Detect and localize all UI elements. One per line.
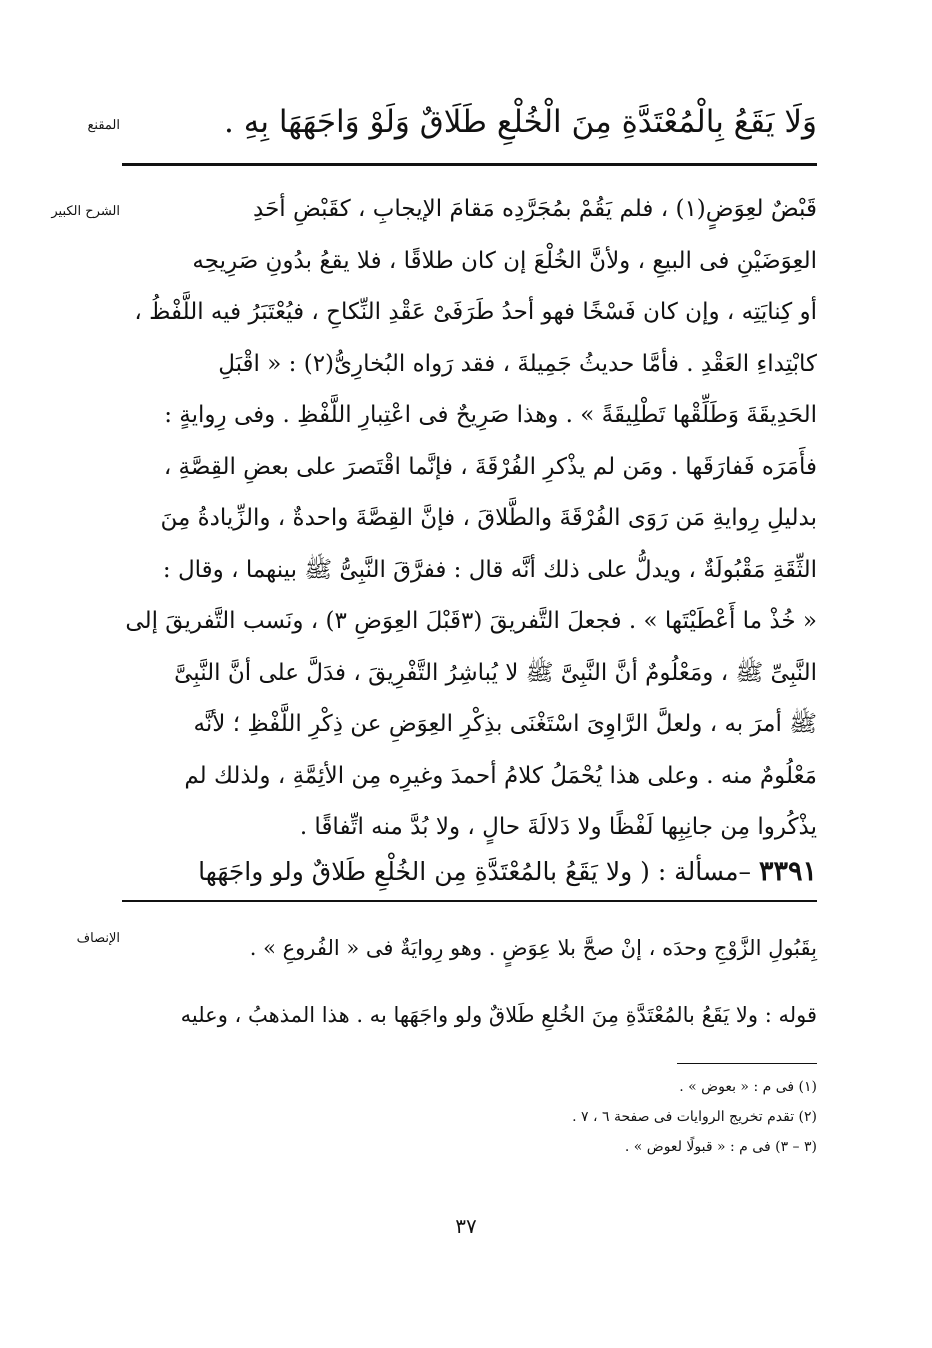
sharh-line: العِوَضَيْنِ فى البيعِ ، ولأنَّ الخُلْعَ إن كان طلاقًا ، فلا يقعُ بدُونِ صَرِيحِه: [192, 248, 817, 274]
footnote-1: (١) فى م : « بعوض » .: [679, 1079, 817, 1095]
footnote-2: (٢) تقدم تخريج الروايات فى صفحة ٦ ، ٧ .: [572, 1109, 817, 1125]
sharh-line: « خُذْ ما أَعْطَيْتَها » . فجعلَ التَّفريقَ (٣قَبْلَ العِوَضِ ٣) ، ونَسب التَّفريقَ إلى: [125, 608, 817, 634]
muqni-text: وَلَا يَقَعُ بِالْمُعْتَدَّةِ مِنَ الْخُلْعِ طَلَاقٌ وَلَوْ وَاجَهَهَا بِهِ .: [224, 104, 817, 140]
label-insaf: الإنصاف: [76, 931, 120, 946]
label-muqni: المقنع: [87, 118, 120, 133]
sharh-line: ﷺ أمرَ به ، ولعلَّ الرَّاوِىَ اسْتَغْنَى بذِكْرِ العِوَضِ عن ذِكْرِ اللَّفْظِ ؛ لأنَّه: [193, 711, 817, 737]
masala-text: –مسألة : ( ولا يَقَعُ بالمُعْتَدَّةِ مِن الخُلْعِ طَلاقٌ ولو واجَهَها: [198, 857, 752, 886]
sharh-line: بدليلِ رِوايةِ مَن رَوَى الفُرْقَةَ والطَّلاقَ ، فإنَّ القِصَّةَ واحدةٌ ، والزِّيادةُ مِنَ: [160, 505, 817, 531]
insaf-line: قوله : ولا يَقَعُ بالمُعْتَدَّةِ مِنَ الخُلعِ طَلاقٌ ولو واجَهَها به . هذا المذهبُ ، وعليه: [180, 1003, 817, 1027]
sharh-line: قَبْضٌ لعِوَضٍ(١) ، فلم يَقُمْ بمُجَرَّدِه مَقامَ الإيجابِ ، كقَبْضِ أحَدِ: [253, 196, 817, 222]
label-sharh-kabir: الشرح الكبير: [51, 204, 120, 219]
sharh-line: الثِّقَةِ مَقْبُولَةٌ ، ويدلُّ على ذلك أنَّه قال : ففرَّقَ النَّبِىُّ ﷺ بينهما ، وقال :: [162, 557, 817, 583]
insaf-divider: [122, 900, 817, 902]
sharh-line: فأَمَرَه فَفارَقَها . ومَن لم يذْكرِ الفُرْقَةَ ، فإنَّما اقْتَصرَ على بعضِ القِصَّةِ ،: [163, 454, 817, 480]
sharh-line: يذْكُروا مِن جانِبِها لَفْظًا ولا دَلالَةَ حالٍ ، ولا بُدَّ منه اتِّفاقًا .: [299, 814, 817, 840]
header-divider: [122, 163, 817, 166]
masala-number: ٣٣٩١: [758, 856, 817, 887]
sharh-line: أو كِنايَتِه ، وإن كان فَسْخًا فهو أحدُ طَرَفَىْ عَقْدِ النِّكاحِ ، فيُعْتَبَرُ فيه اللَّفْظُ ،: [134, 299, 817, 325]
sharh-line: مَعْلُومٌ منه . وعلى هذا يُحْمَلُ كلامُ أحمدَ وغيرِه مِن الأئِمَّةِ ، ولذلك لم: [184, 763, 817, 789]
page-number: ٣٧: [455, 1214, 477, 1238]
sharh-line: الحَدِيقَةَ وَطَلِّقْها تَطْلِيقَةً » . وهذا صَرِيحٌ فى اعْتِبارِ اللَّفْظِ . وفى رِوايةٍ :: [164, 402, 817, 428]
footnote-separator: [677, 1063, 817, 1064]
insaf-line: بِقَبُولِ الزَّوْجِ وحدَه ، إنْ صحَّ بلا عِوَضٍ . وهو رِوايَةٌ فى « الفُروعِ » .: [249, 936, 817, 960]
sharh-line: كابْتِداءِ العَقْدِ . فأمَّا حديثُ جَمِيلةَ ، فقد رَواه البُخارِىُّ(٢) : « اقْبَلِ: [218, 351, 817, 377]
sharh-line: النَّبِىِّ ﷺ ، ومَعْلُومٌ أنَّ النَّبِىَّ ﷺ لا يُباشِرُ التَّفْرِيقَ ، فدَلَّ على أنَّ النَّبِىَّ: [174, 660, 817, 686]
footnote-3: (٣ – ٣) فى م : « قبولًا لعوض » .: [624, 1139, 817, 1155]
masala-heading: [122, 848, 817, 896]
